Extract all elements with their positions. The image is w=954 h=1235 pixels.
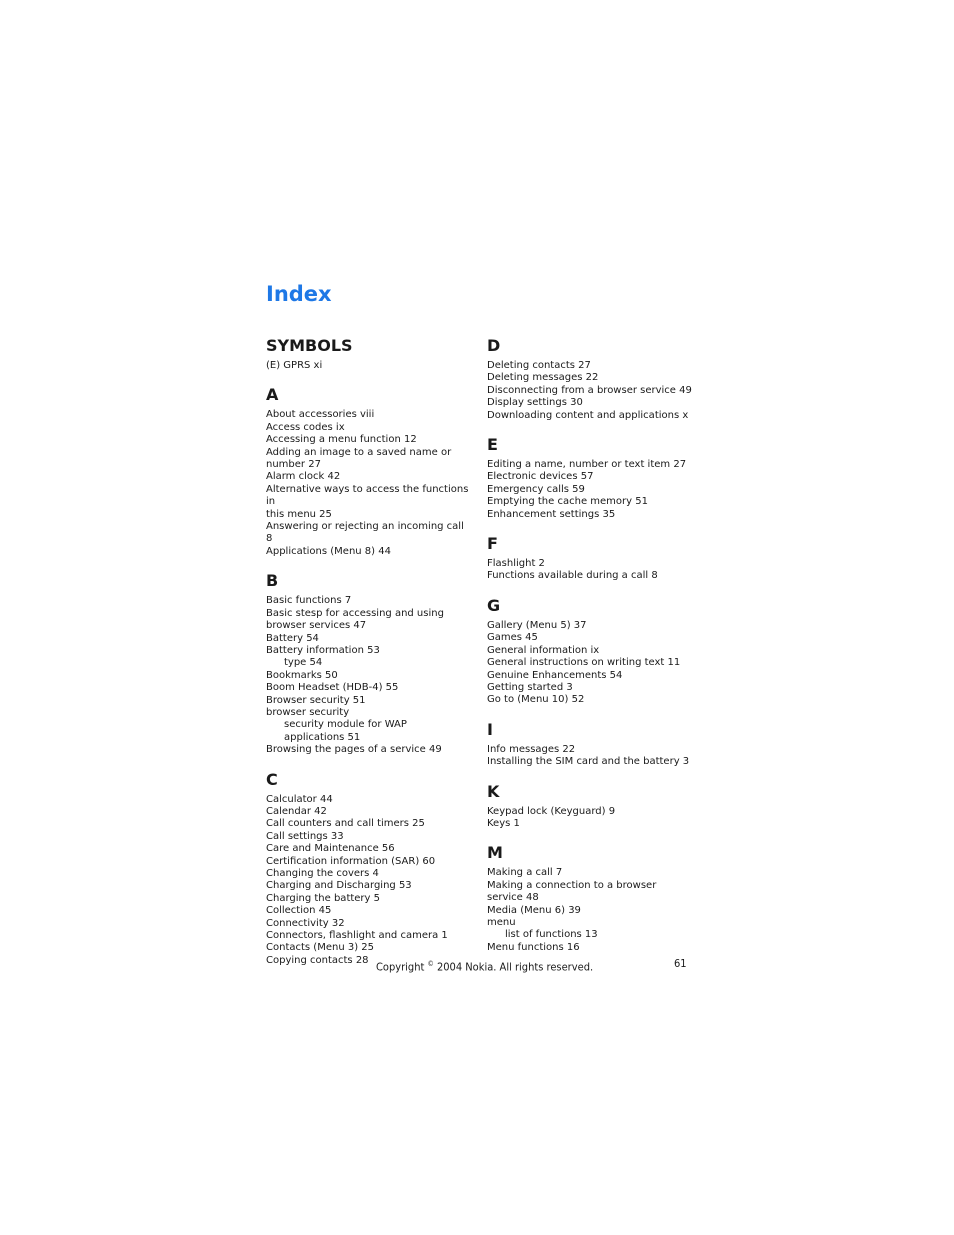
index-entry: Answering or rejecting an incoming call 8 [266,521,464,545]
index-section [266,382,472,558]
index-entry: Browsing the pages of a service 49 [266,744,442,756]
index-subentry: list of functions 13 [505,929,598,941]
index-entry: Boom Headset (HDB-4) 55 [266,682,399,694]
section-heading: SYMBOLS [266,336,353,355]
index-entry: General information ix [487,644,600,656]
index-section [266,568,472,756]
section-heading: F [487,534,498,554]
section-heading: I [487,719,493,739]
section-heading: B [266,571,279,591]
entry-list [266,595,472,756]
index-entry: Changing the covers 4 [266,868,379,879]
section-heading: E [487,435,498,455]
section-heading: D [487,336,501,355]
index-entry: Applications (Menu 8) 44 [266,545,391,557]
index-column-left [266,333,472,967]
index-section [487,432,697,521]
entry-list [487,867,697,954]
index-entry: Adding an image to a saved name or [266,446,452,458]
index-entry: Call settings 33 [266,830,344,842]
index-entry: number 27 [266,459,321,471]
footer-copyright [376,956,593,976]
index-entry: browser security [266,706,350,718]
index-entry: browser services 47 [266,620,367,632]
index-entry: Media (Menu 6) 39 [487,904,581,916]
index-subentry: applications 51 [284,731,361,743]
index-entry: Contacts (Menu 3) 25 [266,942,374,954]
index-entry: Connectors, flashlight and camera 1 [266,930,448,942]
section-heading: C [266,769,278,789]
index-section [266,767,472,968]
index-section [266,333,472,372]
index-entry: Go to (Menu 10) 52 [487,694,585,706]
index-entry: Browser security 51 [266,694,366,706]
index-entry: Making a connection to a browser [487,879,657,891]
index-entry: Accessing a menu function 12 [266,434,417,446]
entry-list [487,459,697,521]
entry-list [487,806,697,831]
page-number: 61 [674,957,687,970]
index-column-right [487,333,697,954]
index-entry: Gallery (Menu 5) 37 [487,619,587,631]
index-entry: Battery information 53 [266,644,380,656]
index-section [487,333,697,422]
copyright-suffix: 2004 Nokia. All rights reserved. [433,960,594,974]
index-entry: Electronic devices 57 [487,471,594,483]
index-section [487,840,697,954]
index-entry: Deleting messages 22 [487,372,599,384]
entry-list [487,620,697,707]
index-entry: Battery 54 [266,632,319,644]
index-entry: Menu functions 16 [487,941,580,953]
index-entry: Keys 1 [487,817,520,829]
entry-list [266,794,472,968]
index-entry: Alternative ways to access the functions in [266,483,469,508]
section-heading: K [487,781,500,801]
index-section [487,779,697,831]
index-entry: Basic functions 7 [266,595,352,607]
index-entry: (E) GPRS xi [266,360,323,371]
index-entry: Basic stesp for accessing and using [266,607,444,619]
index-entry: Calendar 42 [266,805,327,817]
index-entry: Deleting contacts 27 [487,360,591,371]
index-entry: Editing a name, number or text item 27 [487,459,687,471]
index-entry: Disconnecting from a browser service 49 [487,384,692,396]
index-section [487,593,697,707]
index-entry: Info messages 22 [487,743,576,755]
index-entry: Emptying the cache memory 51 [487,496,648,508]
index-entry: Copying contacts 28 [266,954,369,966]
index-entry: Bookmarks 50 [266,669,338,681]
page-title: Index [266,282,332,306]
entry-list [487,360,697,422]
index-section [487,531,697,583]
index-entry: Alarm clock 42 [266,471,341,483]
index-entry: Emergency calls 59 [487,483,585,495]
index-subentry: type 54 [284,657,323,669]
index-entry: Installing the SIM card and the battery 3 [487,756,690,768]
copyright-symbol: © [427,960,434,968]
index-entry: Downloading content and applications x [487,409,689,421]
entry-list [266,360,472,372]
index-entry: Enhancement settings 35 [487,508,616,520]
index-entry: Flashlight 2 [487,558,545,570]
index-entry: menu [487,916,516,928]
entry-list [487,744,697,769]
index-entry: Care and Maintenance 56 [266,843,395,855]
index-entry: General instructions on writing text 11 [487,657,681,669]
index-entry: Charging and Discharging 53 [266,880,412,892]
index-entry: Making a call 7 [487,867,563,879]
index-entry: Connectivity 32 [266,917,345,929]
index-entry: Display settings 30 [487,397,583,409]
section-heading: G [487,595,501,615]
index-entry: Calculator 44 [266,793,333,805]
entry-list [266,409,472,558]
index-entry: Games 45 [487,632,538,644]
entry-list [487,558,697,583]
index-entry: Functions available during a call 8 [487,570,658,582]
index-entry: About accessories viii [266,409,375,421]
index-entry: Certification information (SAR) 60 [266,855,436,867]
index-entry: Access codes ix [266,421,345,433]
index-section [487,717,697,769]
section-heading: M [487,843,503,863]
index-entry: Getting started 3 [487,681,573,693]
index-entry: service 48 [487,892,539,904]
copyright-prefix: Copyright [376,960,428,974]
index-entry: Charging the battery 5 [266,892,381,904]
index-entry: Call counters and call timers 25 [266,818,425,830]
index-entry: this menu 25 [266,508,332,520]
section-heading: A [266,385,279,405]
index-entry: Collection 45 [266,905,332,917]
index-subentry: security module for WAP [284,719,407,731]
index-entry: Keypad lock (Keyguard) 9 [487,805,616,817]
index-entry: Genuine Enhancements 54 [487,669,623,681]
